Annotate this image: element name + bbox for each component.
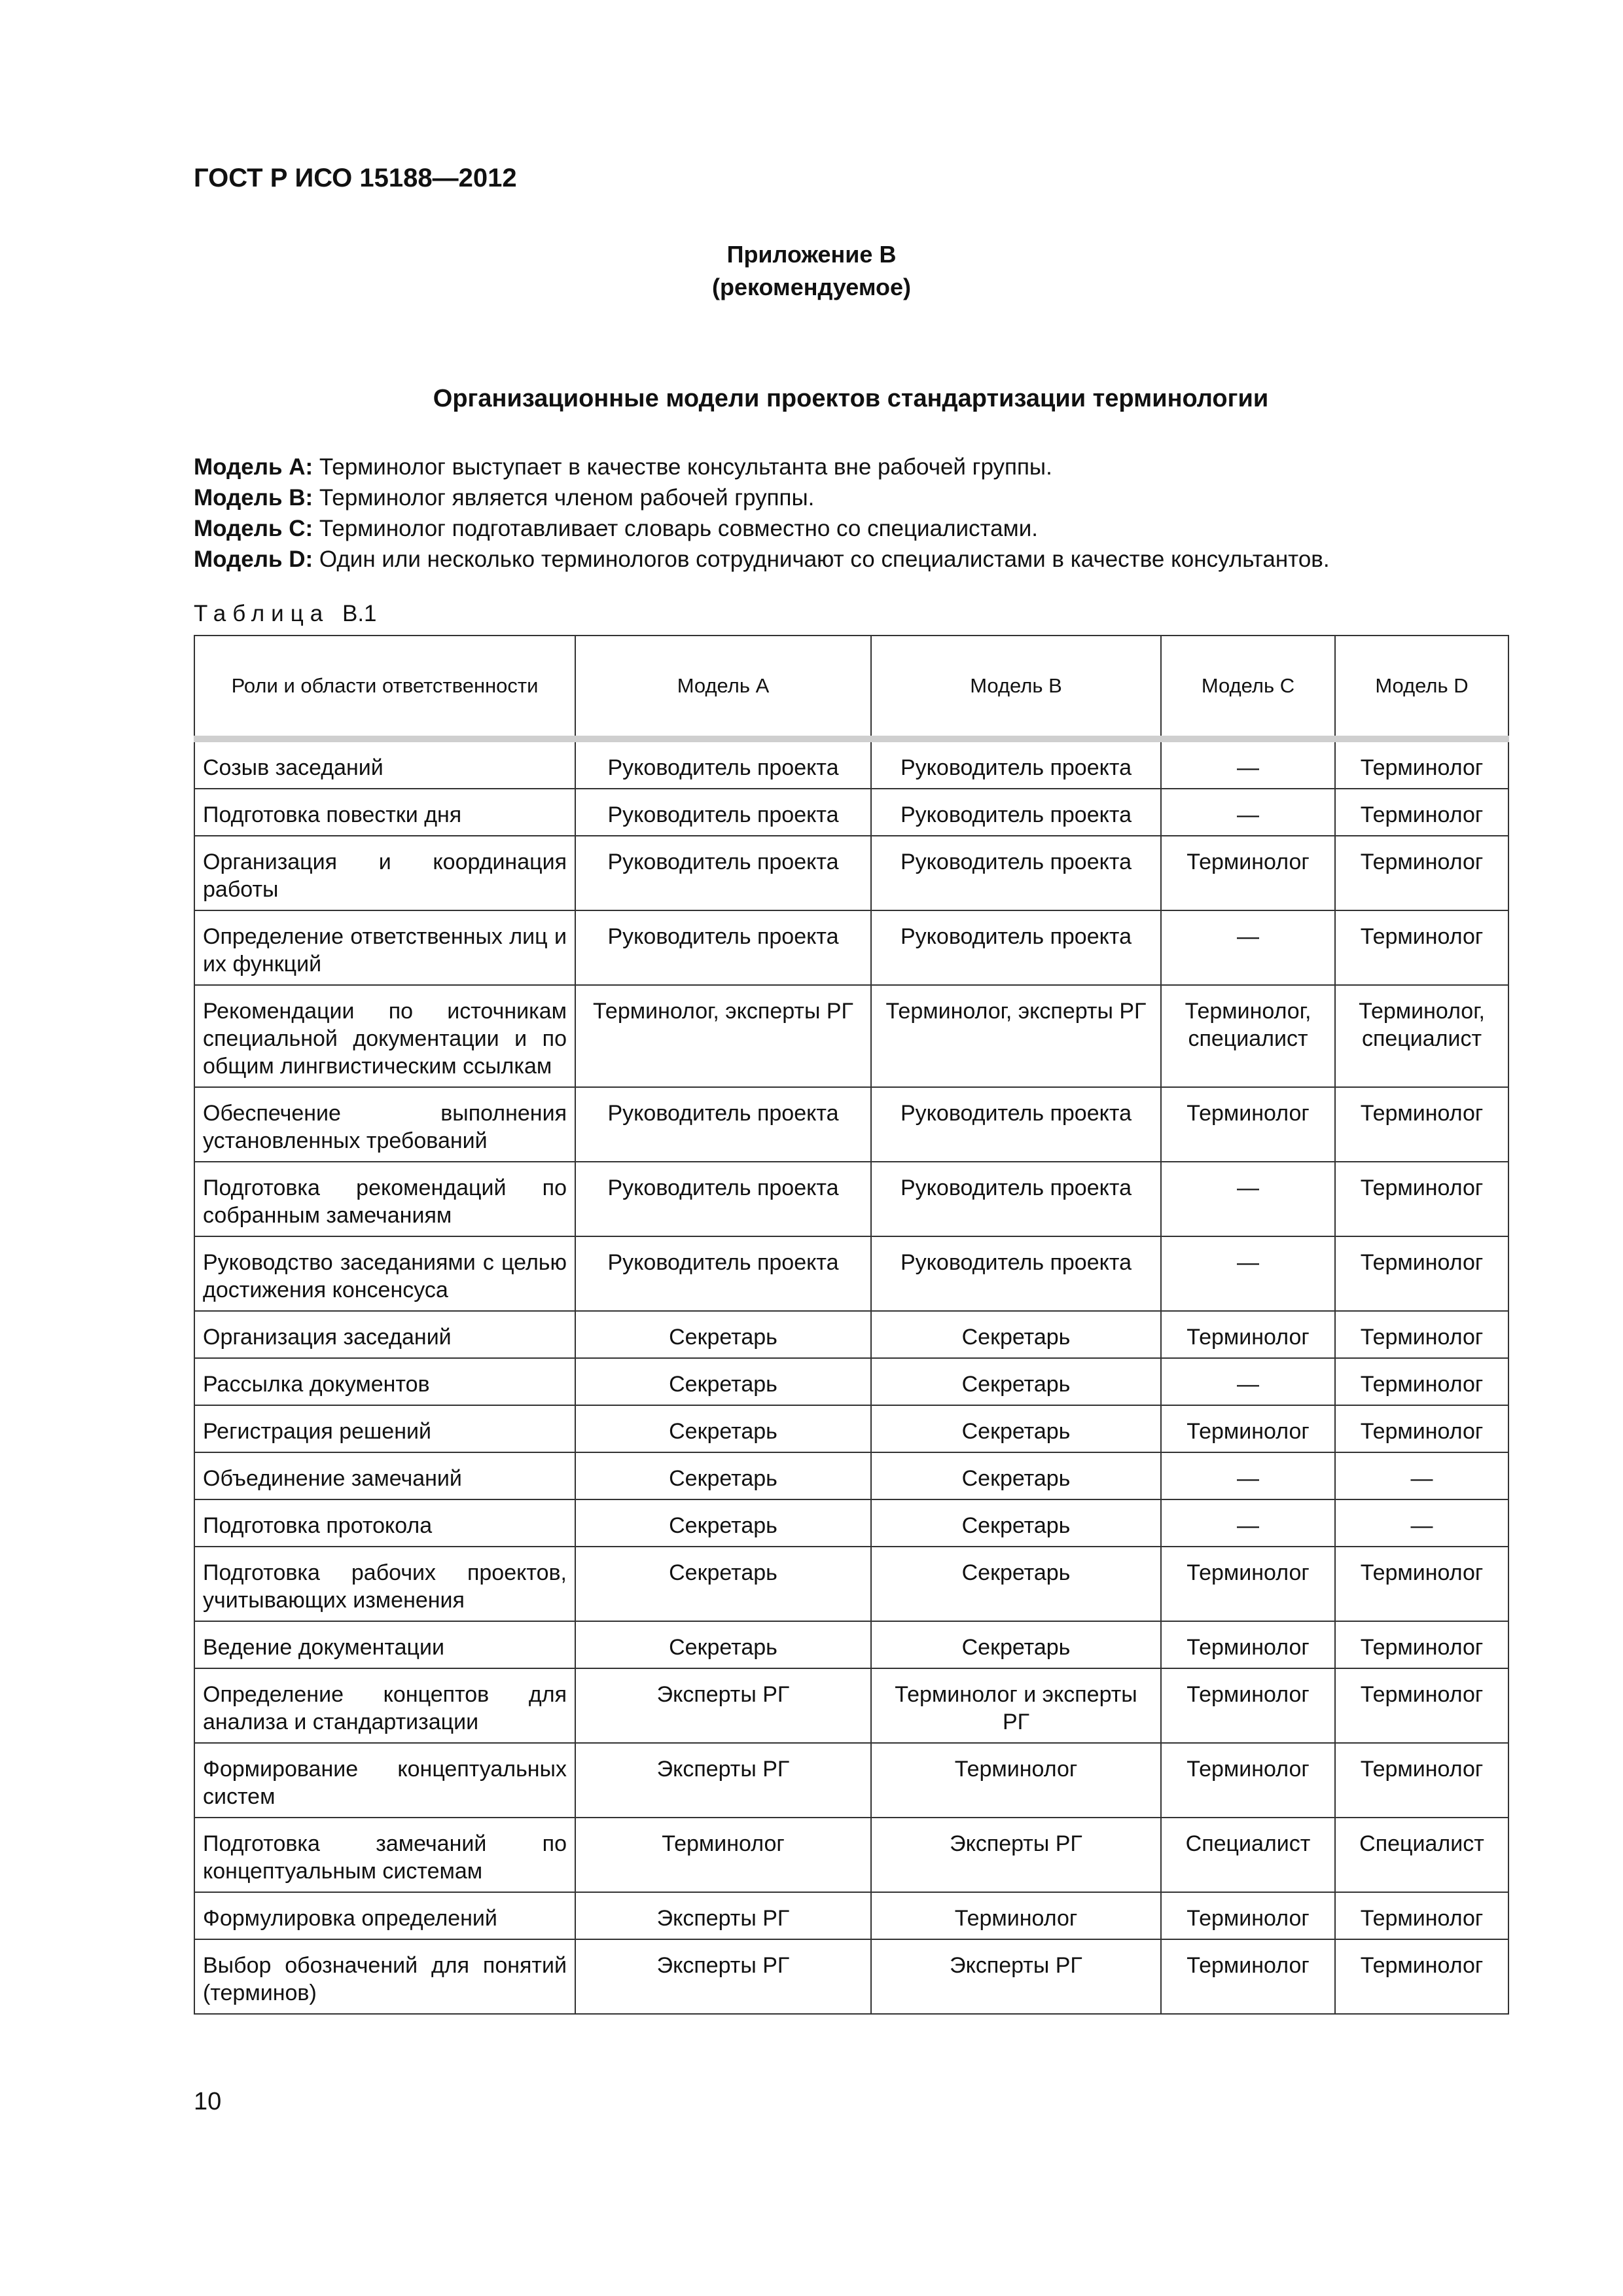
model-description: Терминолог является членом рабочей группы. <box>313 485 815 511</box>
role-cell: Формирование концептуальных систем <box>194 1743 575 1818</box>
assignee-cell: Руководитель проекта <box>575 1236 871 1311</box>
assignee-cell: Терминолог <box>1335 1162 1508 1236</box>
assignee-cell: Секретарь <box>871 1405 1161 1452</box>
assignee-cell: Руководитель проекта <box>871 1087 1161 1162</box>
role-cell: Подготовка рекомендаций по собранным замечаниям <box>194 1162 575 1236</box>
assignee-cell: Эксперты РГ <box>575 1668 871 1743</box>
model-description: Терминолог подготавливает словарь совместно со специалистами. <box>313 516 1038 541</box>
model-list <box>194 452 1330 575</box>
model-label: Модель С: <box>194 516 313 541</box>
assignee-cell: Секретарь <box>575 1405 871 1452</box>
assignee-cell: Терминолог <box>1161 1621 1335 1668</box>
assignee-cell: Терминолог <box>1335 1236 1508 1311</box>
model-description: Один или несколько терминологов сотрудничают со специалистами в качестве консультантов. <box>313 547 1330 572</box>
table-row <box>194 1621 1508 1668</box>
assignee-cell: Терминолог <box>1161 1743 1335 1818</box>
assignee-cell: Эксперты РГ <box>871 1818 1161 1892</box>
column-header-model-b: Модель В <box>871 636 1161 739</box>
assignee-cell: Терминолог <box>1335 789 1508 836</box>
assignee-cell: Терминолог <box>1161 1087 1335 1162</box>
assignee-cell: Терминолог <box>1161 1892 1335 1939</box>
assignee-cell: Специалист <box>1335 1818 1508 1892</box>
assignee-cell: Терминолог <box>1335 1547 1508 1621</box>
role-cell: Объединение замечаний <box>194 1452 575 1499</box>
assignee-cell: Терминолог <box>1161 1668 1335 1743</box>
assignee-cell: Терминолог <box>1161 1939 1335 2014</box>
assignee-cell: Секретарь <box>871 1499 1161 1547</box>
assignee-cell: Секретарь <box>871 1621 1161 1668</box>
table-row <box>194 1162 1508 1236</box>
assignee-cell: Терминолог <box>1335 1668 1508 1743</box>
role-cell: Организация заседаний <box>194 1311 575 1358</box>
assignee-cell: — <box>1161 1499 1335 1547</box>
assignee-cell: — <box>1161 1162 1335 1236</box>
table-row <box>194 1547 1508 1621</box>
table-row <box>194 1939 1508 2014</box>
assignee-cell: Терминолог, специалист <box>1161 985 1335 1087</box>
role-cell: Руководство заседаниями с целью достижения консенсуса <box>194 1236 575 1311</box>
assignee-cell: — <box>1161 789 1335 836</box>
assignee-cell: Терминолог <box>1161 1311 1335 1358</box>
assignee-cell: Терминолог <box>871 1892 1161 1939</box>
assignee-cell: Секретарь <box>871 1547 1161 1621</box>
assignee-cell: — <box>1161 1358 1335 1405</box>
table-row <box>194 1236 1508 1311</box>
table-caption <box>194 601 377 627</box>
assignee-cell: Руководитель проекта <box>575 1087 871 1162</box>
assignee-cell: Руководитель проекта <box>575 789 871 836</box>
assignee-cell: Терминолог <box>1161 1547 1335 1621</box>
assignee-cell: Терминолог, эксперты РГ <box>575 985 871 1087</box>
role-cell: Определение концептов для анализа и стандартизации <box>194 1668 575 1743</box>
table-row <box>194 1668 1508 1743</box>
assignee-cell: — <box>1161 910 1335 985</box>
role-cell: Обеспечение выполнения установленных требований <box>194 1087 575 1162</box>
assignee-cell: Секретарь <box>575 1311 871 1358</box>
role-cell: Созыв заседаний <box>194 739 575 789</box>
model-d-line <box>194 544 1330 575</box>
roles-table <box>194 635 1509 2015</box>
role-cell: Регистрация решений <box>194 1405 575 1452</box>
role-cell: Подготовка замечаний по концептуальным системам <box>194 1818 575 1892</box>
assignee-cell: Терминолог <box>1335 1405 1508 1452</box>
assignee-cell: Руководитель проекта <box>575 910 871 985</box>
document-standard-id: ГОСТ Р ИСО 15188—2012 <box>194 164 517 192</box>
table-row <box>194 910 1508 985</box>
assignee-cell: Секретарь <box>575 1499 871 1547</box>
assignee-cell: Руководитель проекта <box>575 836 871 910</box>
column-header-roles: Роли и области ответственности <box>194 636 575 739</box>
role-cell: Организация и координация работы <box>194 836 575 910</box>
assignee-cell: Руководитель проекта <box>871 1236 1161 1311</box>
role-cell: Выбор обозначений для понятий (терминов) <box>194 1939 575 2014</box>
model-label: Модель А: <box>194 454 313 480</box>
assignee-cell: Терминолог <box>1335 739 1508 789</box>
table-row <box>194 1358 1508 1405</box>
role-cell: Подготовка рабочих проектов, учитывающих изменения <box>194 1547 575 1621</box>
column-header-model-d: Модель D <box>1335 636 1508 739</box>
table-row <box>194 1892 1508 1939</box>
section-title: Организационные модели проектов стандартизации терминологии <box>433 385 1269 412</box>
assignee-cell: Секретарь <box>871 1452 1161 1499</box>
assignee-cell: Эксперты РГ <box>575 1892 871 1939</box>
model-label: Модель В: <box>194 485 313 511</box>
role-cell: Ведение документации <box>194 1621 575 1668</box>
role-cell: Формулировка определений <box>194 1892 575 1939</box>
table-row <box>194 789 1508 836</box>
table-caption-word: Таблица <box>194 601 330 626</box>
assignee-cell: Руководитель проекта <box>575 739 871 789</box>
assignee-cell: Секретарь <box>871 1311 1161 1358</box>
assignee-cell: Эксперты РГ <box>575 1939 871 2014</box>
page-number: 10 <box>194 2088 222 2115</box>
assignee-cell: Руководитель проекта <box>871 836 1161 910</box>
model-c-line <box>194 513 1330 544</box>
column-header-model-c: Модель С <box>1161 636 1335 739</box>
assignee-cell: Терминолог <box>1335 910 1508 985</box>
table-row <box>194 1818 1508 1892</box>
assignee-cell: Руководитель проекта <box>871 739 1161 789</box>
table-row <box>194 985 1508 1087</box>
table-row <box>194 836 1508 910</box>
model-a-line <box>194 452 1330 482</box>
role-cell: Рассылка документов <box>194 1358 575 1405</box>
table-row <box>194 1311 1508 1358</box>
assignee-cell: Секретарь <box>871 1358 1161 1405</box>
annex-label: Приложение В <box>726 241 897 268</box>
model-label: Модель D: <box>194 547 313 572</box>
assignee-cell: — <box>1335 1499 1508 1547</box>
model-description: Терминолог выступает в качестве консультанта вне рабочей группы. <box>313 454 1052 480</box>
assignee-cell: — <box>1161 1236 1335 1311</box>
assignee-cell: Терминолог <box>1335 1621 1508 1668</box>
table-caption-number: В.1 <box>342 601 377 626</box>
table-row <box>194 1087 1508 1162</box>
assignee-cell: Руководитель проекта <box>871 910 1161 985</box>
assignee-cell: Терминолог <box>1161 836 1335 910</box>
assignee-cell: Терминолог и эксперты РГ <box>871 1668 1161 1743</box>
assignee-cell: Терминолог, эксперты РГ <box>871 985 1161 1087</box>
column-header-model-a: Модель А <box>575 636 871 739</box>
assignee-cell: Терминолог <box>1335 1743 1508 1818</box>
table-header-row <box>194 636 1508 739</box>
assignee-cell: Специалист <box>1161 1818 1335 1892</box>
table-row <box>194 1499 1508 1547</box>
assignee-cell: Секретарь <box>575 1452 871 1499</box>
model-b-line <box>194 482 1330 513</box>
table-row <box>194 1743 1508 1818</box>
assignee-cell: Эксперты РГ <box>575 1743 871 1818</box>
assignee-cell: — <box>1161 1452 1335 1499</box>
role-cell: Определение ответственных лиц и их функций <box>194 910 575 985</box>
assignee-cell: Терминолог <box>1335 1939 1508 2014</box>
assignee-cell: Руководитель проекта <box>871 789 1161 836</box>
assignee-cell: Эксперты РГ <box>871 1939 1161 2014</box>
table-row <box>194 739 1508 789</box>
assignee-cell: Терминолог <box>575 1818 871 1892</box>
assignee-cell: Секретарь <box>575 1547 871 1621</box>
assignee-cell: Терминолог, специалист <box>1335 985 1508 1087</box>
assignee-cell: Терминолог <box>1335 836 1508 910</box>
assignee-cell: Терминолог <box>1161 1405 1335 1452</box>
table-row <box>194 1405 1508 1452</box>
assignee-cell: Секретарь <box>575 1621 871 1668</box>
role-cell: Подготовка протокола <box>194 1499 575 1547</box>
assignee-cell: Терминолог <box>1335 1087 1508 1162</box>
assignee-cell: — <box>1161 739 1335 789</box>
assignee-cell: Терминолог <box>1335 1358 1508 1405</box>
table-body <box>194 739 1508 2014</box>
assignee-cell: Секретарь <box>575 1358 871 1405</box>
assignee-cell: Терминолог <box>871 1743 1161 1818</box>
assignee-cell: Терминолог <box>1335 1311 1508 1358</box>
table-row <box>194 1452 1508 1499</box>
annex-status: (рекомендуемое) <box>712 274 911 300</box>
role-cell: Подготовка повестки дня <box>194 789 575 836</box>
assignee-cell: Руководитель проекта <box>575 1162 871 1236</box>
assignee-cell: Терминолог <box>1335 1892 1508 1939</box>
assignee-cell: — <box>1335 1452 1508 1499</box>
assignee-cell: Руководитель проекта <box>871 1162 1161 1236</box>
role-cell: Рекомендации по источникам специальной документации и по общим лингвистическим ссылкам <box>194 985 575 1087</box>
